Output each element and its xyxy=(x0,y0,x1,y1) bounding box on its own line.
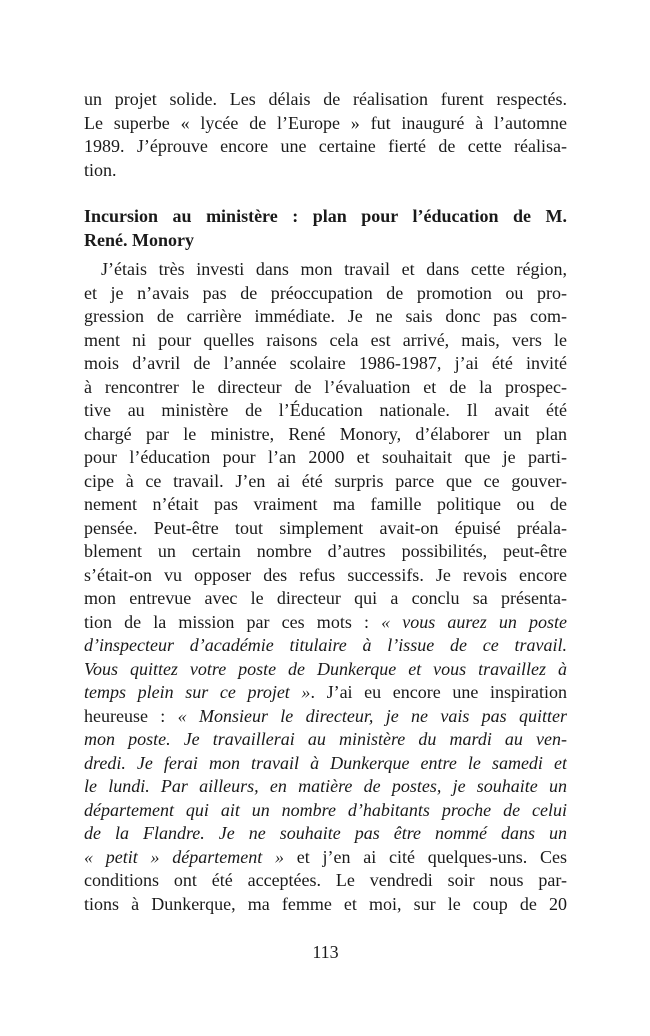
italic-text-run: département qui ait un nombre d’habitants proche de celui xyxy=(84,799,567,820)
page-number: 113 xyxy=(312,942,339,962)
paragraph xyxy=(84,88,567,182)
text-line xyxy=(84,752,567,776)
italic-text-run: temps plein sur ce projet » xyxy=(84,682,311,702)
text-run: . J’ai eu encore une inspiration xyxy=(310,682,567,702)
text-line xyxy=(84,399,567,423)
italic-text-run: d’inspecteur d’académie titulaire à l’issue de ce travail. xyxy=(84,635,567,655)
text-run: 1989. J’éprouve encore une certaine fierté de cette réalisa- xyxy=(84,136,567,156)
text-line xyxy=(84,282,567,306)
text-run: un projet solide. Les délais de réalisation furent respectés. xyxy=(84,89,567,109)
text-line xyxy=(84,893,567,917)
text-line xyxy=(84,822,567,846)
text-line xyxy=(84,352,567,376)
text-run: tion de la mission par ces mots : xyxy=(84,611,382,632)
text-line xyxy=(84,728,567,752)
text-line xyxy=(84,658,567,682)
text-line xyxy=(84,205,567,229)
text-run: tions à Dunkerque, ma femme et moi, sur le coup de 20 xyxy=(84,893,567,914)
text-line xyxy=(84,493,567,517)
text-run: et j’en ai cité quelques-uns. Ces xyxy=(284,846,567,867)
text-run: mon entrevue avec le directeur qui a conclu sa présenta- xyxy=(84,588,567,608)
text-line xyxy=(84,258,567,282)
text-run: gression de carrière immédiate. Je ne sais donc pas com- xyxy=(84,306,567,326)
text-run: tive au ministère de l’Éducation nationale. Il avait été xyxy=(84,400,567,420)
italic-text-run: « vous aurez un poste xyxy=(381,611,567,632)
text-run: pour l’éducation pour l’an 2000 et souhaitait que je parti- xyxy=(84,447,567,467)
italic-text-run: de la Flandre. Je ne souhaite pas être nommé dans un xyxy=(84,823,567,843)
paragraph xyxy=(84,258,567,916)
text-line xyxy=(84,159,567,183)
text-line xyxy=(84,799,567,823)
text-line xyxy=(84,423,567,447)
italic-text-run: « petit » département » xyxy=(84,846,285,867)
text-run: nement n’était pas vraiment ma famille politique ou de xyxy=(84,494,567,514)
text-run: chargé par le ministre, René Monory, d’élaborer un plan xyxy=(84,423,567,444)
section-heading xyxy=(84,205,567,252)
text-run: ment ni pour quelles raisons cela est arrivé, mais, vers le xyxy=(84,329,567,350)
italic-text-run: Vous quittez votre poste de Dunkerque et vous travaillez à xyxy=(84,658,567,679)
text-run: à rencontrer le directeur de l’évaluation et de la prospec- xyxy=(84,376,567,397)
text-line xyxy=(84,112,567,136)
text-line xyxy=(84,376,567,400)
italic-text-run: dredi. Je ferai mon travail à Dunkerque entre le samedi et xyxy=(84,752,567,773)
text-line xyxy=(84,88,567,112)
text-run: pensée. Peut-être tout simplement avait-on épuisé préala- xyxy=(84,517,567,538)
text-content xyxy=(84,88,567,916)
text-run: Le superbe « lycée de l’Europe » fut inauguré à l’automne xyxy=(84,112,567,133)
text-line xyxy=(84,775,567,799)
text-line xyxy=(84,611,567,635)
text-run: mois d’avril de l’année scolaire 1986-1987, j’ai été invité xyxy=(84,353,567,373)
text-run: tion. xyxy=(84,159,117,180)
text-run: s’était-on vu opposer des refus successifs. Je revois encore xyxy=(84,564,567,585)
text-run: blement un certain nombre d’autres possibilités, peut-être xyxy=(84,541,567,561)
text-line xyxy=(84,705,567,729)
italic-text-run: le lundi. Par ailleurs, en matière de postes, je souhaite un xyxy=(84,776,567,796)
text-line xyxy=(84,446,567,470)
text-line xyxy=(84,329,567,353)
text-line xyxy=(84,869,567,893)
text-run: heureuse : xyxy=(84,705,178,726)
text-line xyxy=(84,587,567,611)
text-run: et je n’avais pas de préoccupation de promotion ou pro- xyxy=(84,282,567,303)
text-line xyxy=(84,470,567,494)
text-line xyxy=(84,564,567,588)
text-line xyxy=(84,305,567,329)
italic-text-run: « Monsieur le directeur, je ne vais pas quitter xyxy=(177,705,567,726)
italic-text-run: mon poste. Je travaillerai au ministère du mardi au ven- xyxy=(84,729,567,749)
text-run: René. Monory xyxy=(84,229,194,250)
text-line xyxy=(84,540,567,564)
text-line xyxy=(84,846,567,870)
text-line xyxy=(84,229,567,253)
text-run: J’étais très investi dans mon travail et dans cette région, xyxy=(101,259,567,279)
text-run: conditions ont été acceptées. Le vendredi soir nous par- xyxy=(84,870,567,890)
text-line xyxy=(84,681,567,705)
text-line xyxy=(84,634,567,658)
text-line xyxy=(84,135,567,159)
text-run: Incursion au ministère : plan pour l’éducation de M. xyxy=(84,206,567,226)
text-line xyxy=(84,517,567,541)
text-run: cipe à ce travail. J’en ai été surpris parce que ce gouver- xyxy=(84,470,567,491)
